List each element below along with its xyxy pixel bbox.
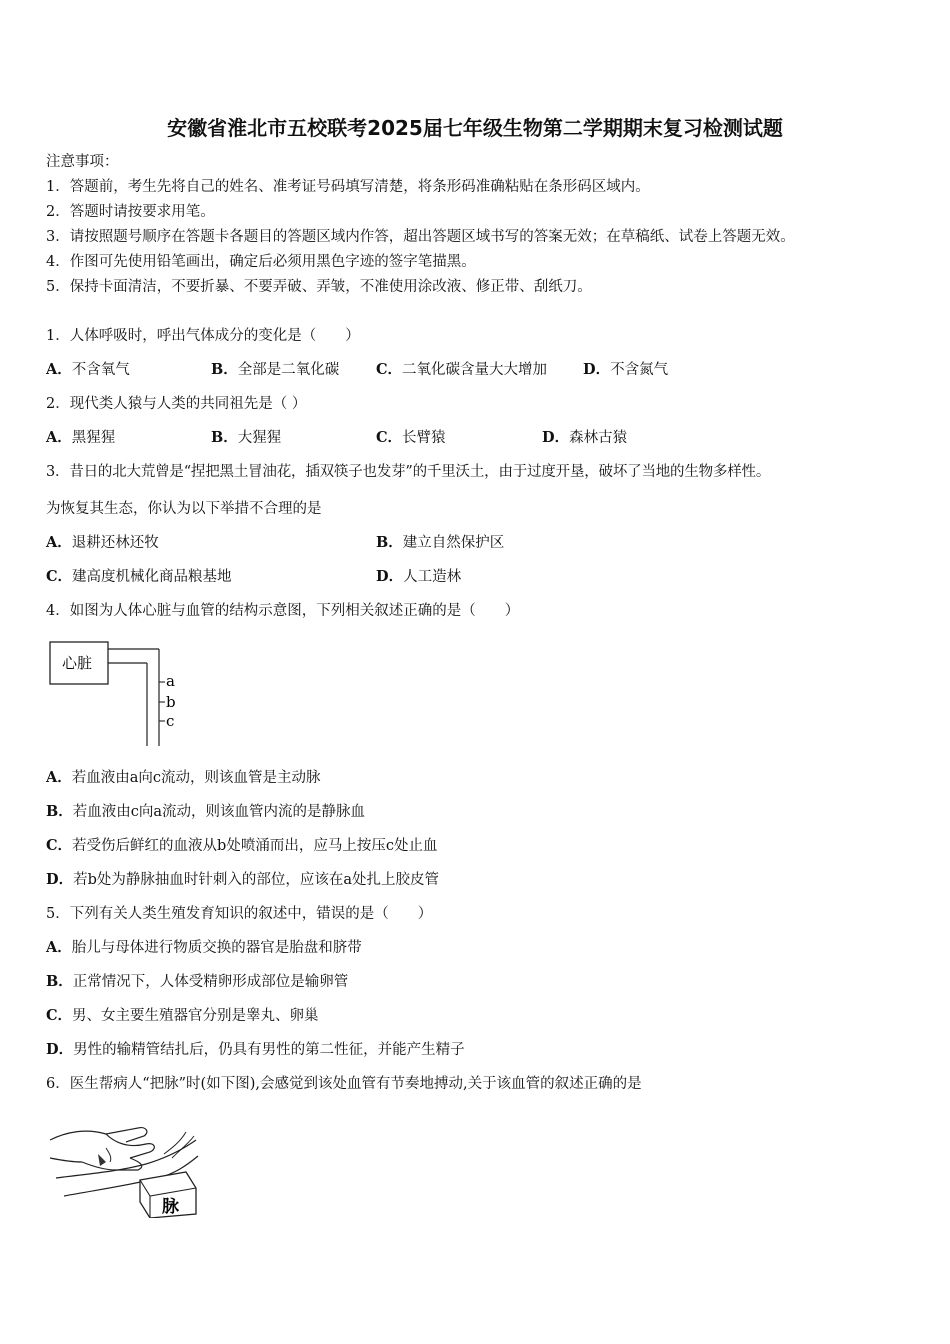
page-title: 安徽省淮北市五校联考2025届七年级生物第二学期期末复习检测试题 [167,116,783,140]
option-a[interactable]: A．若血液由a向c流动，则该血管是主动脉 [46,769,321,786]
option-b[interactable]: B．建立自然保护区 [376,534,505,551]
option-c[interactable]: C．长臂猿 [376,429,446,446]
heart-vessel-diagram [46,636,196,751]
option-b[interactable]: B．若血液由c向a流动，则该血管内流的是静脉血 [46,803,366,820]
option-b[interactable]: B．大猩猩 [211,429,282,446]
notice-item: 2．答题时请按要求用笔。 [46,204,215,220]
option-c[interactable]: C．男、女主要生殖器官分别是睾丸、卵巢 [46,1007,319,1024]
option-d[interactable]: D．人工造林 [376,568,462,585]
notice-item: 5．保持卡面清洁，不要折暴、不要弄破、弄皱，不准使用涂改液、修正带、刮纸刀。 [46,279,592,295]
option-c[interactable]: C．若受伤后鲜红的血液从b处喷涌而出，应马上按压c处止血 [46,837,438,854]
question-stem: 5．下列有关人类生殖发育知识的叙述中，错误的是（ ） [46,906,433,922]
pulse-taking-illustration [46,1118,206,1218]
notice-item: 4．作图可先使用铅笔画出，确定后必须用黑色字迹的签字笔描黑。 [46,254,476,270]
option-d[interactable]: D．森林古猿 [542,429,628,446]
option-c[interactable]: C．二氧化碳含量大大增加 [376,361,548,378]
question-stem: 6．医生帮病人“把脉”时(如下图),会感觉到该处血管有节奏地搏动,关于该血管的叙述正确的是 [46,1076,642,1092]
vessel-label-b: b [166,693,176,711]
option-a[interactable]: A．胎儿与母体进行物质交换的器官是胎盘和脐带 [46,939,362,956]
notice-item: 1．答题前，考生先将自己的姓名、准考证号码填写清楚，将条形码准确粘贴在条形码区域内。 [46,179,650,195]
option-a[interactable]: A．不含氧气 [46,361,130,378]
option-b[interactable]: B．正常情况下，人体受精卵形成部位是输卵管 [46,973,349,990]
option-d[interactable]: D．若b处为静脉抽血时针刺入的部位，应该在a处扎上胶皮管 [46,871,440,888]
question-stem: 2．现代类人猿与人类的共同祖先是（ ） [46,396,307,412]
option-d[interactable]: D．不含氮气 [583,361,669,378]
notice-heading: 注意事项： [46,154,119,170]
option-a[interactable]: A．退耕还林还牧 [46,534,159,551]
question-stem-continued: 为恢复其生态，你认为以下举措不合理的是 [46,501,322,517]
option-b[interactable]: B．全部是二氧化碳 [211,361,340,378]
heart-label: 心脏 [62,654,93,672]
option-c[interactable]: C．建高度机械化商品粮基地 [46,568,232,585]
question-stem: 3．昔日的北大荒曾是“捏把黑土冒油花，插双筷子也发芽”的千里沃土，由于过度开垦，破坏了当地的生物多样性。 [46,464,771,480]
pillow-label: 脉 [162,1197,179,1217]
vessel-label-a: a [166,672,175,690]
question-stem: 4．如图为人体心脏与血管的结构示意图，下列相关叙述正确的是（ ） [46,603,520,619]
option-a[interactable]: A．黑猩猩 [46,429,116,446]
notice-item: 3．请按照题号顺序在答题卡各题目的答题区域内作答，超出答题区域书写的答案无效；在草稿纸、试卷上答题无效。 [46,229,795,245]
option-d[interactable]: D．男性的输精管结扎后，仍具有男性的第二性征，并能产生精子 [46,1041,465,1058]
vessel-label-c: c [166,712,175,730]
question-stem: 1．人体呼吸时，呼出气体成分的变化是（ ） [46,328,360,344]
